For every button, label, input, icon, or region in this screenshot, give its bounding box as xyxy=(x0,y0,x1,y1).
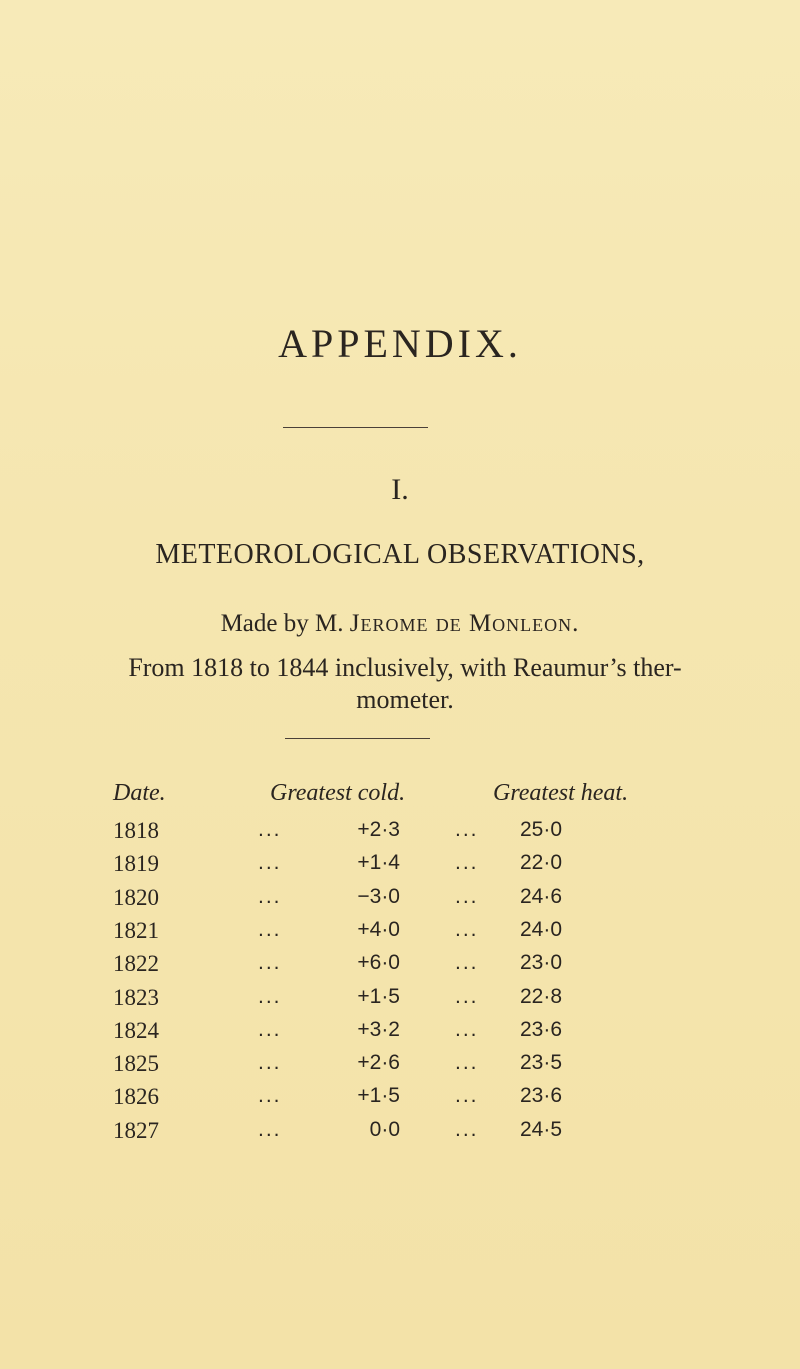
table-row xyxy=(0,851,800,885)
cell-year: 1818 xyxy=(113,818,159,843)
table-row xyxy=(0,885,800,919)
cell-year: 1826 xyxy=(113,1084,159,1110)
leader-dots: ... xyxy=(258,1051,282,1075)
cell-greatest-cold: +6·0 xyxy=(357,951,400,975)
cell-greatest-heat: 23·6 xyxy=(520,1017,563,1041)
leader-dots: ... xyxy=(258,1117,282,1141)
leader-dots: ... xyxy=(455,984,479,1008)
table-row xyxy=(0,1051,800,1085)
divider-rule xyxy=(285,738,430,739)
cell-year: 1823 xyxy=(113,984,159,1010)
leader-dots: ... xyxy=(455,851,479,875)
cell-year: 1821 xyxy=(113,917,159,943)
leader-dots: ... xyxy=(455,1084,479,1108)
note-line-2: mometer. xyxy=(356,685,454,714)
cell-greatest-cold: +1·5 xyxy=(357,1084,400,1108)
leader-dots: ... xyxy=(258,851,282,875)
leader-dots: ... xyxy=(455,917,479,941)
divider-rule xyxy=(283,427,428,428)
table-row xyxy=(0,985,800,1019)
cell-greatest-cold: +1·5 xyxy=(357,984,400,1008)
cell-year: 1827 xyxy=(113,1117,159,1143)
leader-dots: ... xyxy=(258,984,282,1008)
note-line-1: From 1818 to 1844 inclusively, with Reaumur’s ther- xyxy=(128,653,682,682)
leader-dots: ... xyxy=(258,1084,282,1108)
cell-year: 1819 xyxy=(113,851,159,877)
cell-greatest-cold: +3·2 xyxy=(357,1017,400,1041)
table-row xyxy=(0,918,800,952)
leader-dots: ... xyxy=(258,917,282,941)
table-row xyxy=(0,1018,800,1052)
cell-greatest-cold: +1·4 xyxy=(357,851,400,875)
cell-year: 1822 xyxy=(113,951,159,977)
leader-dots: ... xyxy=(455,1117,479,1141)
cell-greatest-heat: 25·0 xyxy=(520,818,563,841)
cell-greatest-heat: 22·0 xyxy=(520,851,563,875)
cell-greatest-cold: 0·0 xyxy=(369,1117,400,1141)
cell-greatest-heat: 24·6 xyxy=(520,884,563,908)
cell-greatest-cold: +2·6 xyxy=(357,1051,400,1075)
cell-greatest-heat: 24·0 xyxy=(520,917,563,941)
cell-greatest-cold: +4·0 xyxy=(357,917,400,941)
leader-dots: ... xyxy=(258,818,282,841)
leader-dots: ... xyxy=(455,884,479,908)
table-row xyxy=(0,1118,800,1152)
leader-dots: ... xyxy=(455,818,479,841)
table-row xyxy=(0,1084,800,1118)
cell-greatest-heat: 23·5 xyxy=(520,1051,563,1075)
cell-greatest-heat: 22·8 xyxy=(520,984,563,1008)
cell-greatest-heat: 23·6 xyxy=(520,1084,563,1108)
byline xyxy=(0,610,800,638)
leader-dots: ... xyxy=(258,951,282,975)
section-number: I. xyxy=(391,473,409,506)
page-title: APPENDIX. xyxy=(278,321,522,366)
table-row xyxy=(0,818,800,852)
header-greatest-heat: Greatest heat. xyxy=(493,780,629,806)
byline-prefix: Made by M. xyxy=(220,610,344,637)
cell-greatest-cold: −3·0 xyxy=(357,884,400,908)
cell-year: 1820 xyxy=(113,884,159,910)
leader-dots: ... xyxy=(258,884,282,908)
cell-greatest-heat: 23·0 xyxy=(520,951,563,975)
byline-author: Jerome de Monleon. xyxy=(349,610,580,637)
header-greatest-cold: Greatest cold. xyxy=(270,780,406,806)
leader-dots: ... xyxy=(455,1051,479,1075)
observation-note xyxy=(60,652,750,716)
section-heading: METEOROLOGICAL OBSERVATIONS, xyxy=(155,539,645,570)
cell-greatest-heat: 24·5 xyxy=(520,1117,563,1141)
table-row xyxy=(0,951,800,985)
cell-year: 1825 xyxy=(113,1051,159,1077)
cell-greatest-cold: +2·3 xyxy=(357,818,400,841)
leader-dots: ... xyxy=(258,1017,282,1041)
cell-year: 1824 xyxy=(113,1017,159,1043)
header-date: Date. xyxy=(113,780,166,806)
leader-dots: ... xyxy=(455,951,479,975)
leader-dots: ... xyxy=(455,1017,479,1041)
